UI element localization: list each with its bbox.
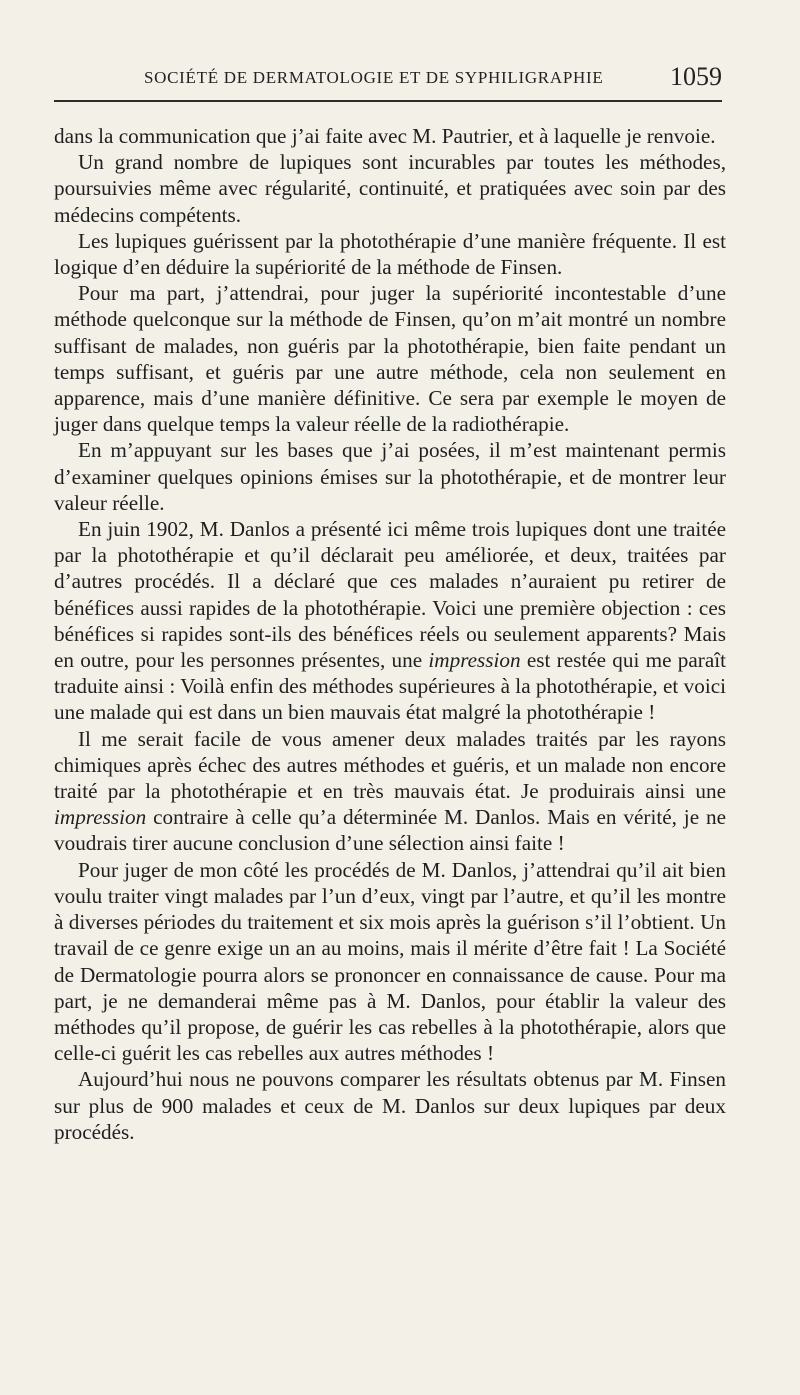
paragraph-5: En m’appuyant sur les bases que j’ai posées, il m’est maintenant permis d’examiner quelques opinions émises sur la photothérapie, et de montrer leur valeur réelle. xyxy=(54,438,726,515)
running-title: SOCIÉTÉ DE DERMATOLOGIE ET DE SYPHILIGRAPHIE xyxy=(144,68,604,87)
paragraph-7-after: contraire à celle qu’a déterminée M. Danlos. Mais en vérité, je ne voudrais tirer aucune conclusion d’une sélection ainsi faite ! xyxy=(54,805,726,856)
paragraph-9: Aujourd’hui nous ne pouvons comparer les résultats obtenus par M. Finsen sur plus de 900 malades et ceux de M. Danlos sur deux lupiques par deux procédés. xyxy=(54,1067,726,1144)
paragraph-4: Pour ma part, j’attendrai, pour juger la supériorité incontestable d’une méthode quelconque sur la méthode de Finsen, qu’on m’ait montré un nombre suffisant de malades, non guéris par la photothérapie, bien faite pendant un temps suffisant, et guéris par une autre méthode, cela non seulement en apparence, mais d’une manière définitive. Ce sera par exemple le moyen de juger dans quelque temps la valeur réelle de la radiothérapie. xyxy=(54,281,726,437)
paragraph-8: Pour juger de mon côté les procédés de M. Danlos, j’attendrai qu’il ait bien voulu traiter vingt malades par l’un d’eux, vingt par l’autre, et qu’il les montre à diverses périodes du traitement et six mois après la guérison s’il l’obtient. Un travail de ce genre exige un an au moins, mais il mérite d’être fait ! La Société de Dermatologie pourra alors se prononcer en connaissance de cause. Pour ma part, je ne demanderai même pas à M. Danlos, pour établir la valeur des méthodes qu’il propose, de guérir les cas rebelles à la photothérapie, alors que celle-ci guérit les cas rebelles aux autres méthodes ! xyxy=(54,857,726,1066)
emphasized-word: impression xyxy=(428,648,521,673)
paragraph-7-before: Il me serait facile de vous amener deux malades traités par les rayons chimiques après échec des autres méthodes et guéris, et un malade non encore traité par la photothérapie et en très mauvais état. Je produirais ainsi une xyxy=(54,726,726,804)
page-number: 1059 xyxy=(670,62,722,91)
paragraph-2: Un grand nombre de lupiques sont incurables par toutes les méthodes, poursuivies même avec régularité, continuité, et pratiquées avec soin par des médecins compétents. xyxy=(54,150,726,227)
body-text xyxy=(54,123,726,1145)
paragraph-6 xyxy=(54,516,726,726)
page-header xyxy=(54,62,722,102)
header-rule xyxy=(54,100,722,102)
emphasized-word: impression xyxy=(54,805,147,830)
paragraph-7 xyxy=(54,726,726,857)
paragraph-3: Les lupiques guérissent par la photothérapie d’une manière fréquente. Il est logique d’en déduire la supériorité de la méthode de Finsen. xyxy=(54,228,726,280)
paragraph-6-after: est restée qui me paraît traduite ainsi : Voilà enfin des méthodes supérieures à la photothérapie, et voici une malade qui est dans un bien mauvais état malgré la photothérapie ! xyxy=(54,648,726,725)
paragraph-1: dans la communication que j’ai faite avec M. Pautrier, et à laquelle je renvoie. xyxy=(54,124,716,148)
paragraph-6-before: En juin 1902, M. Danlos a présenté ici même trois lupiques dont une traitée par la photothérapie et qu’il déclarait peu améliorée, et deux, traitées par d’autres procédés. Il a déclaré que ces malades n’auraient pu retirer de bénéfices aussi rapides de la photothérapie. Voici une première objection : ces bénéfices si rapides sont-ils des bénéfices réels ou seulement apparents? Mais en outre, pour les personnes présentes, une xyxy=(54,517,726,673)
